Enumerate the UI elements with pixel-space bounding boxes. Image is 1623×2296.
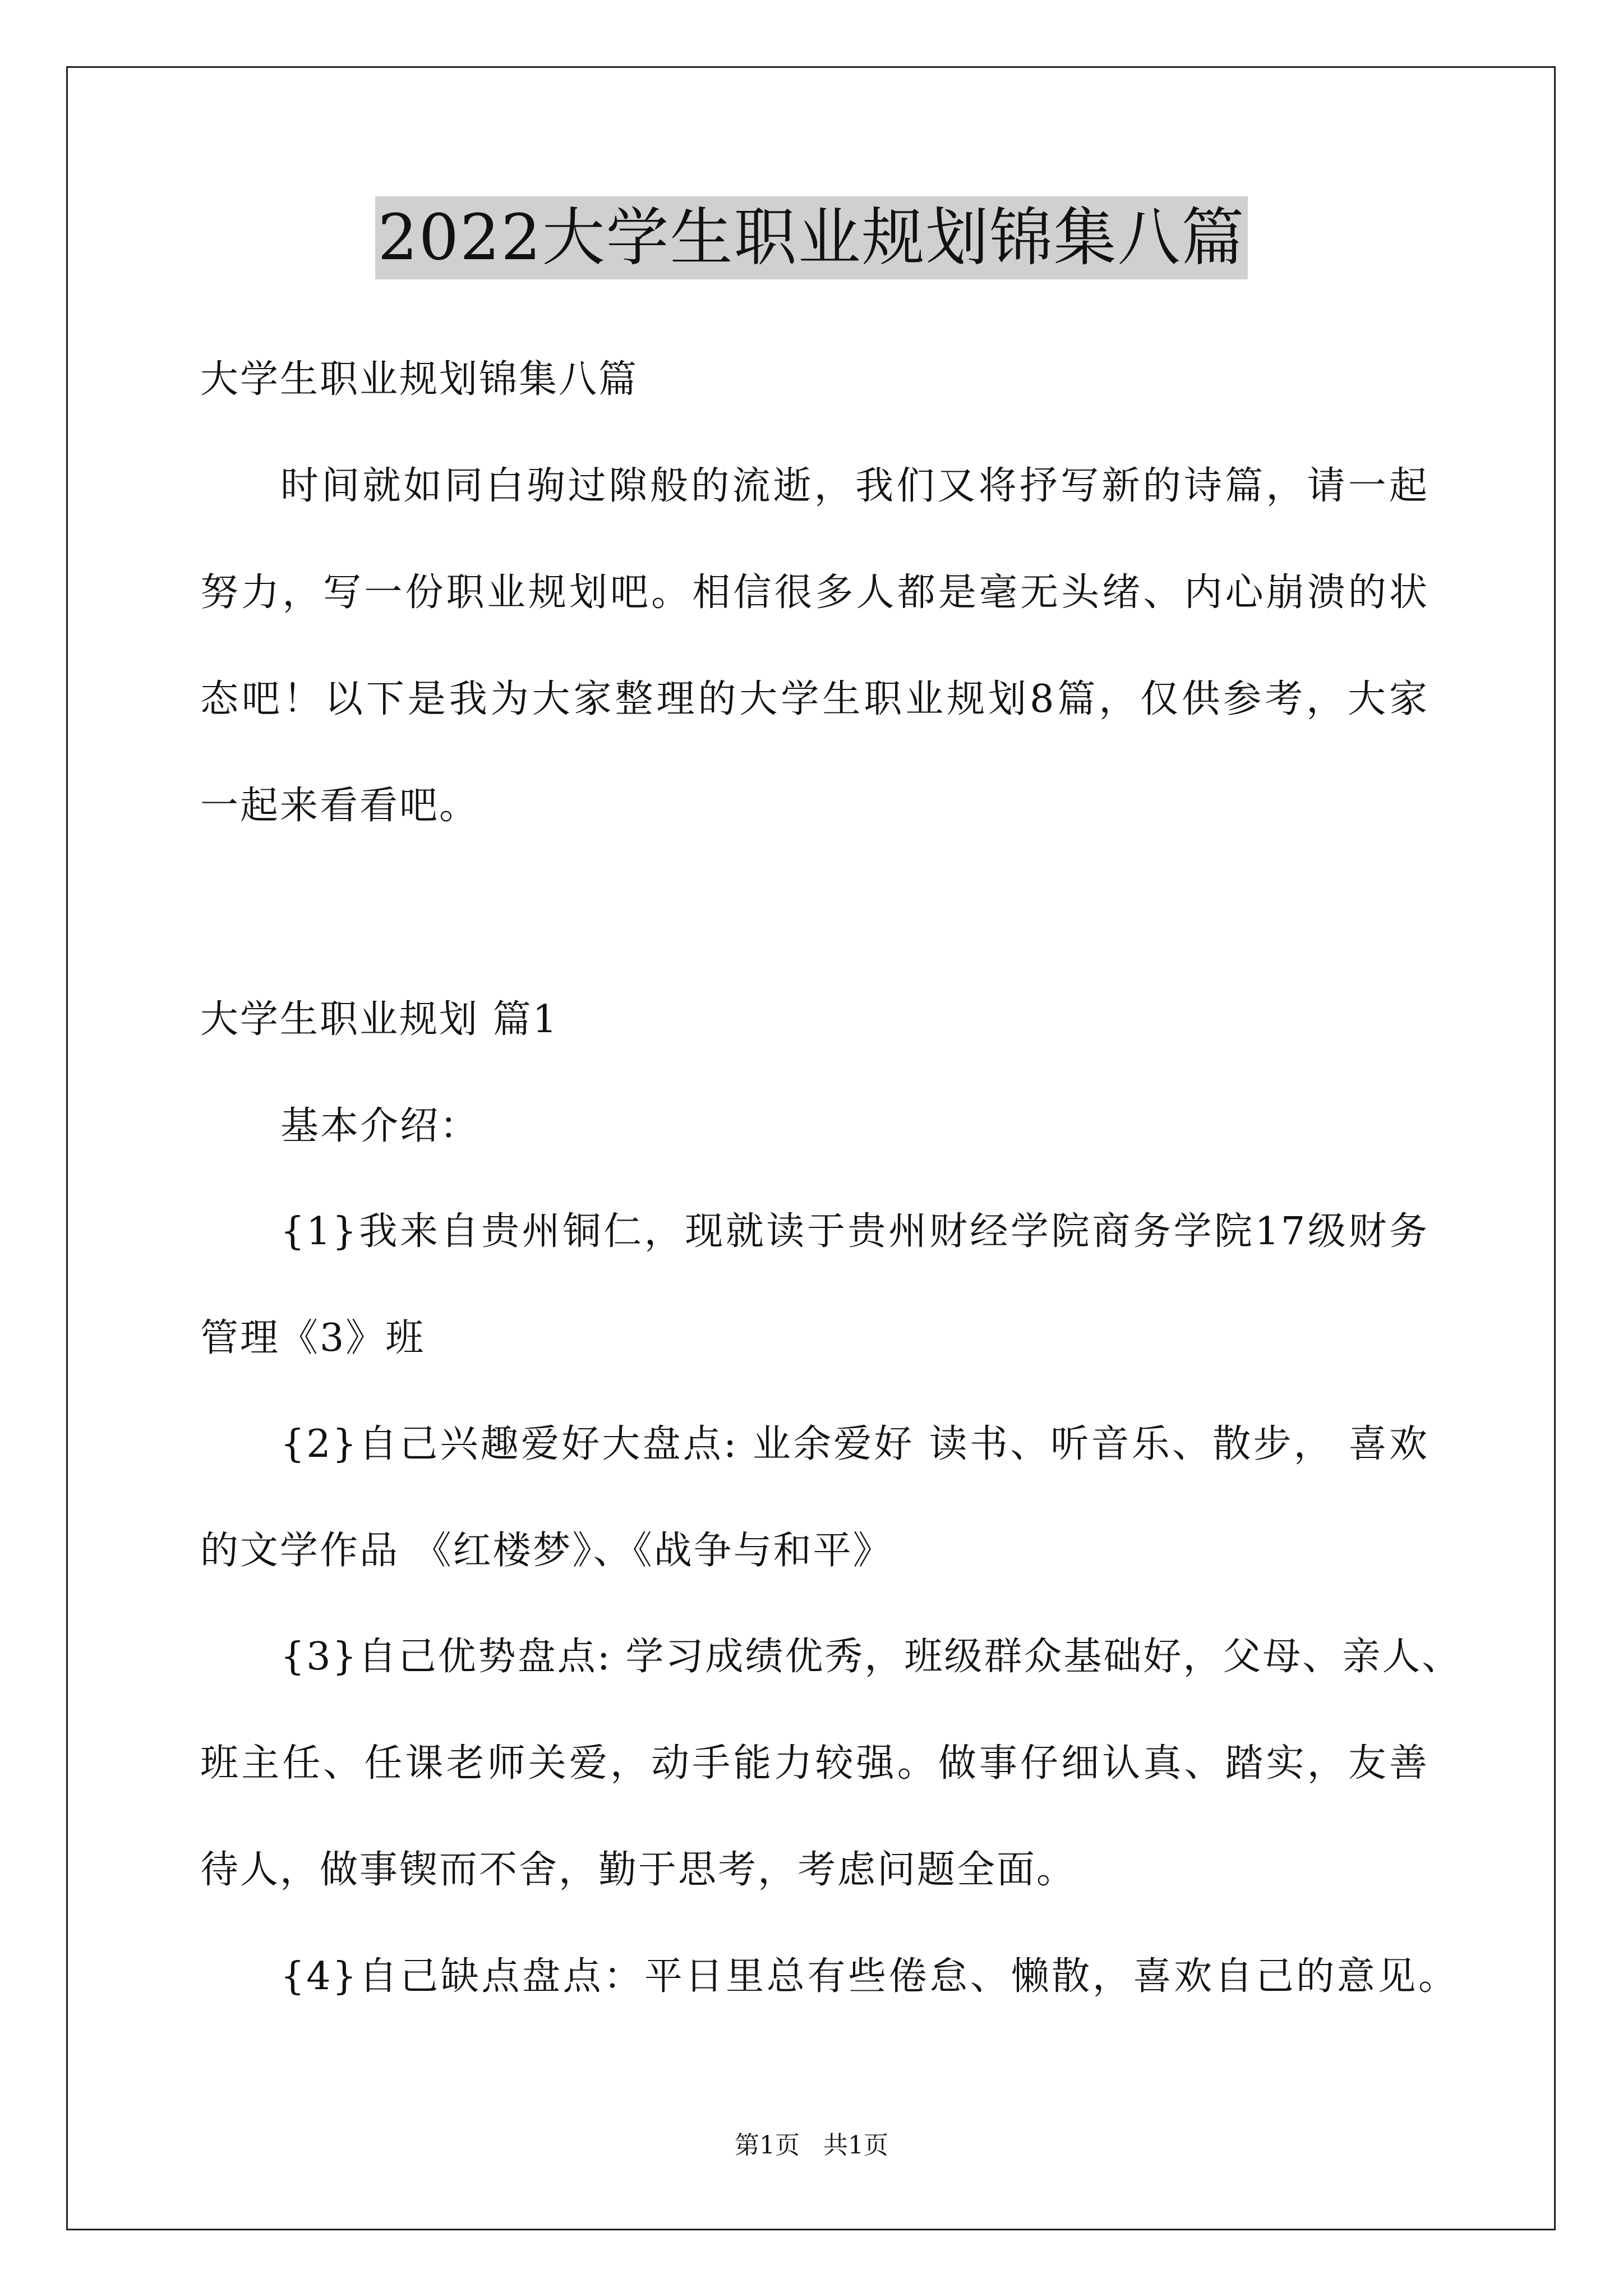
item-3-line-1: {3}自己优势盘点: 学习成绩优秀，班级群众基础好，父母、亲人、: [280, 1635, 1462, 1679]
item-2-line-1: {2}自己兴趣爱好大盘点: 业余爱好 读书、听音乐、散步， 喜欢: [280, 1422, 1429, 1466]
item-3-line-3: 待人，做事锲而不舍，勤于思考，考虑问题全面。: [200, 1848, 1077, 1892]
title-container: [0, 196, 1623, 279]
intro-line-2: 努力，写一份职业规划吧。相信很多人都是毫无头绪、内心崩溃的状: [200, 570, 1429, 615]
document-subtitle: 大学生职业规划锦集八篇: [200, 357, 639, 402]
item-1-line-1: {1}我来自贵州铜仁，现就读于贵州财经学院商务学院17级财务: [280, 1209, 1429, 1254]
intro-line-1: 时间就如同白驹过隙般的流逝，我们又将抒写新的诗篇，请一起: [280, 464, 1429, 508]
basic-intro-label: 基本介绍：: [280, 1104, 480, 1148]
page-footer: 第1页 共1页: [735, 2131, 888, 2160]
intro-line-4: 一起来看看吧。: [200, 784, 479, 828]
item-4-line-1: {4}自己缺点盘点：平日里总有些倦怠、懒散，喜欢自己的意见。: [280, 1954, 1458, 1999]
section-heading: 大学生职业规划 篇1: [200, 997, 559, 1042]
item-3-line-2: 班主任、任课老师关爱，动手能力较强。做事仔细认真、踏实，友善: [200, 1741, 1429, 1786]
intro-line-3: 态吧！以下是我为大家整理的大学生职业规划8篇，仅供参考，大家: [200, 677, 1429, 721]
document-title: 2022大学生职业规划锦集八篇: [375, 196, 1247, 279]
item-2-line-2: 的文学作品 《红楼梦》、《战争与和平》: [200, 1529, 893, 1573]
item-1-line-2: 管理《3》班: [200, 1316, 426, 1360]
